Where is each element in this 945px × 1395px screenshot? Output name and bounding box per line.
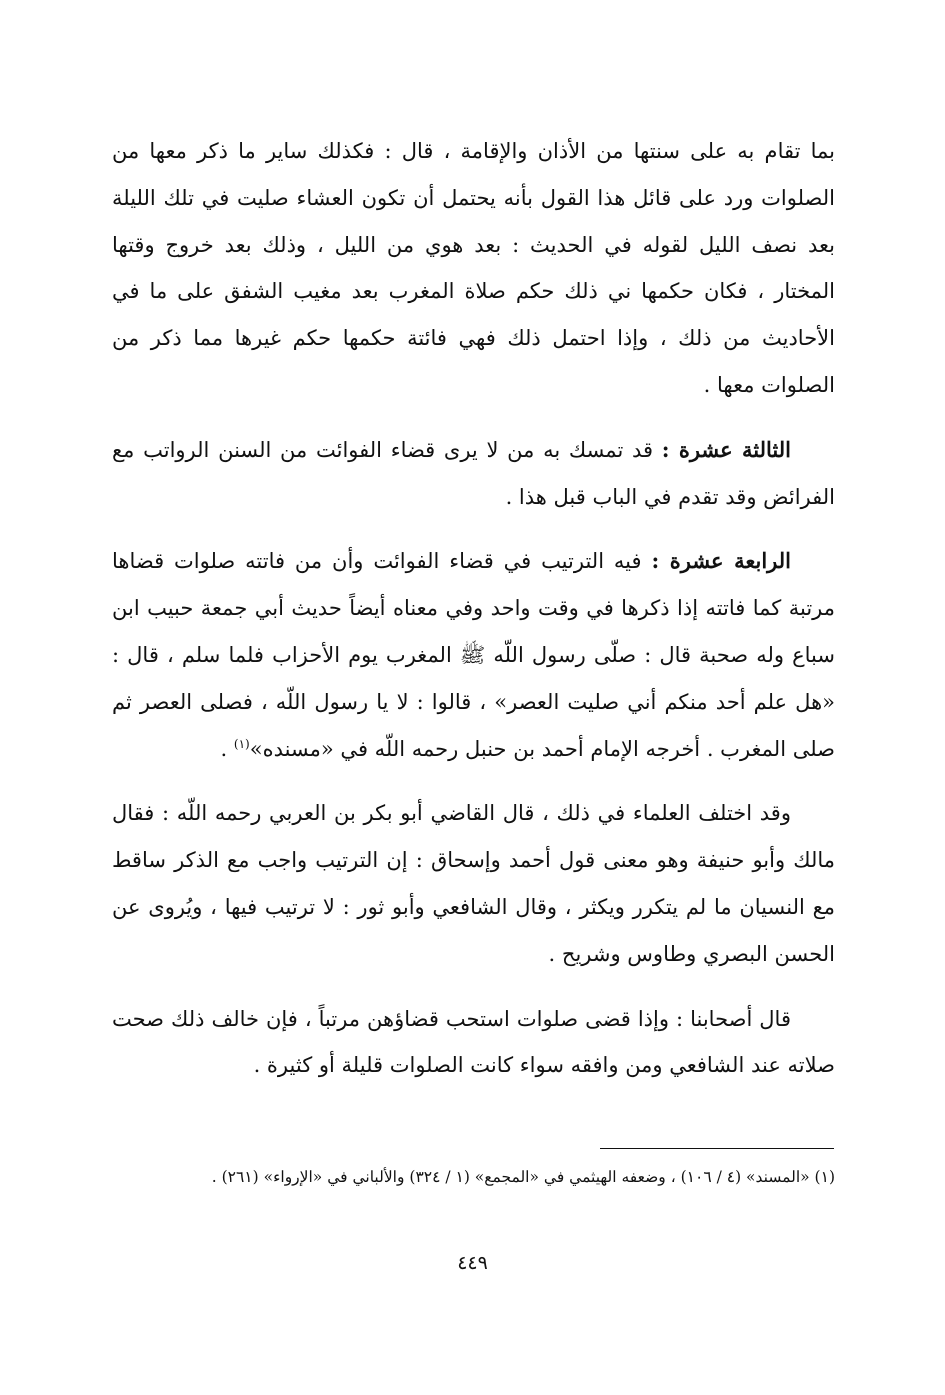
footnote-reference: (١) — [233, 736, 250, 751]
paragraph-3-heading: الرابعة عشرة : — [651, 548, 792, 574]
footnote-text: (١) «المسند» (٤ / ١٠٦) ، وضعفه الهيثمي في «المجمع» (١ / ٣٢٤) والألباني في «الإرواء» (٢٦١) . — [211, 1168, 835, 1186]
footnote — [112, 1158, 835, 1196]
paragraph-1-text: بما تقام به على سنتها من الأذان والإقامة ، قال : فكذلك ساير ما ذكر معها من الصلوات ورد على قائل هذا القول بأنه يحتمل أن تكون العشاء صليت في تلك الليلة بعد نصف الليل لقوله في الحديث : بعد هوي من الليل ، وذلك بعد خروج وقتها المختار ، فكان حكمها ني ذلك حكم صلاة المغرب بعد مغيب الشفق على ما في الأحاديث من ذلك ، وإذا احتمل ذلك فهي فائتة حكمها حكم غيرها مما ذكر من الصلوات معها . — [112, 139, 835, 397]
paragraph-5 — [112, 996, 835, 1090]
paragraph-2-heading: الثالثة عشرة : — [661, 436, 791, 462]
paragraph-4-text: وقد اختلف العلماء في ذلك ، قال القاضي أبو بكر بن العربي رحمه اللّه : فقال مالك وأبو حنيفة وهو معنى قول أحمد وإسحاق : إن الترتيب واجب مع الذكر ساقط مع النسيان ما لم يتكرر ويكثر ، وقال الشافعي وأبو ثور : لا ترتيب فيها ، ويُروى عن الحسن البصري وطاوس وشريح . — [112, 801, 835, 966]
paragraph-1 — [112, 128, 835, 409]
paragraph-3 — [112, 538, 835, 772]
paragraph-3-text: فيه الترتيب في قضاء الفوائت وأن من فاتته صلوات قضاها مرتبة كما فاتته إذا ذكرها في وقت واحد وفي معناه أيضاً حديث أبي جمعة حبيب ابن سباع وله صحبة قال : صلّى رسول اللّه ﷺ المغرب يوم الأحزاب فلما سلم ، قال : «هل علم أحد منكم أني صليت العصر» ، قالوا : لا يا رسول اللّه ، فصلى العصر ثم صلى المغرب . أخرجه الإمام أحمد بن حنبل رحمه اللّه في «مسنده» — [112, 549, 835, 761]
paragraph-2-text: قد تمسك به من لا يرى قضاء الفوائت من السنن الرواتب مع الفرائض وقد تقدم في الباب قبل هذا . — [112, 437, 835, 509]
paragraph-2 — [112, 427, 835, 521]
page-number: ٤٤٩ — [457, 1252, 488, 1274]
footnote-divider — [600, 1148, 834, 1149]
paragraph-3-end: . — [220, 736, 234, 761]
paragraph-5-text: قال أصحابنا : وإذا قضى صلوات استحب قضاؤهن مرتباً ، فإن خالف ذلك صحت صلاته عند الشافعي ومن وافقه سواء كانت الصلوات قليلة أو كثيرة . — [112, 1006, 835, 1078]
paragraph-4 — [112, 790, 835, 977]
main-text — [112, 128, 835, 1107]
